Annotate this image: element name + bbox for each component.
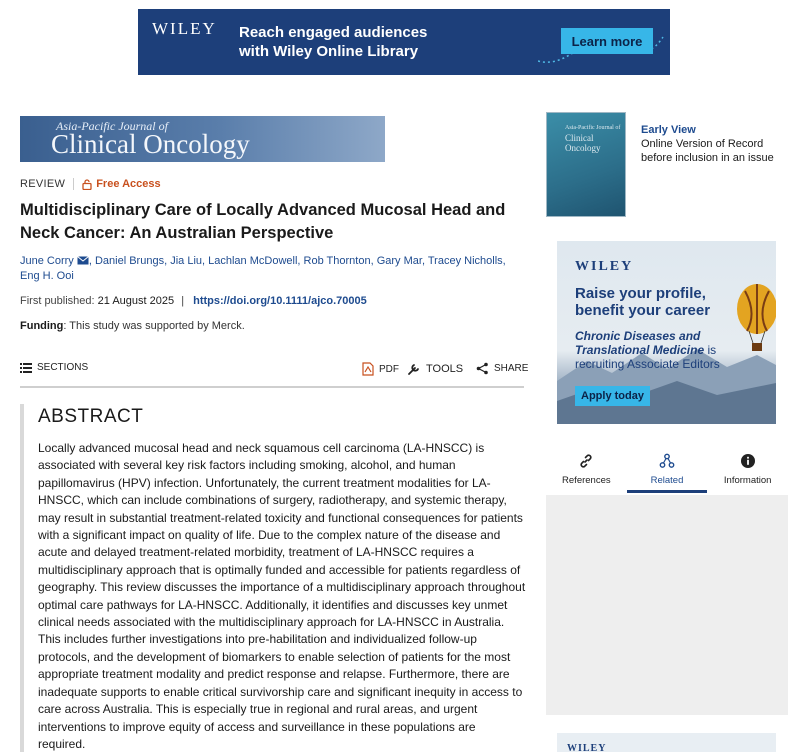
- author-link[interactable]: Eng H. Ooi: [20, 270, 74, 282]
- early-view-info: Early View Online Version of Record before inclusion in an issue: [641, 124, 774, 164]
- author-link[interactable]: Jia Liu: [170, 255, 202, 267]
- publication-info: [20, 295, 367, 307]
- sections-button[interactable]: SECTIONS: [20, 362, 88, 373]
- pdf-button[interactable]: PDF: [362, 362, 399, 376]
- bottom-ad-wiley-logo: WILEY: [567, 743, 607, 752]
- author-link[interactable]: Rob Thornton: [303, 255, 371, 267]
- sidebar-tabs: [546, 448, 788, 493]
- share-button[interactable]: SHARE: [476, 362, 528, 375]
- ad-wiley-logo: WILEY: [575, 259, 634, 274]
- bottom-sidebar-ad[interactable]: [557, 733, 776, 752]
- sidebar-ad[interactable]: [557, 241, 776, 424]
- wrench-icon: [407, 362, 421, 376]
- ad-journal-text: Chronic Diseases and Translational Medicine is recruiting Associate Editors: [575, 329, 720, 371]
- tab-information[interactable]: Information: [707, 448, 788, 493]
- funding-label: Funding: [20, 320, 64, 332]
- journal-name: Clinical Oncology: [51, 129, 250, 159]
- early-view-link[interactable]: Early View: [641, 124, 696, 136]
- journal-subtitle: Asia-Pacific Journal of: [56, 119, 168, 133]
- pub-separator: |: [181, 295, 185, 307]
- article-type-line: [20, 178, 161, 190]
- list-icon: [20, 363, 32, 373]
- first-published-date: 21 August 2025: [97, 295, 175, 307]
- author-link[interactable]: Daniel Brungs: [94, 255, 165, 267]
- first-published-label: First published:: [20, 295, 95, 307]
- tools-button[interactable]: TOOLS: [407, 362, 463, 376]
- apply-today-button[interactable]: Apply today: [575, 386, 650, 406]
- funding-statement: [20, 320, 245, 332]
- divider: [73, 178, 74, 190]
- related-panel: [546, 495, 788, 715]
- author-link[interactable]: Lachlan McDowell: [208, 255, 298, 267]
- funding-text: : This study was supported by Merck.: [63, 320, 245, 332]
- article-toolbar: [20, 358, 529, 388]
- tab-related[interactable]: Related: [627, 448, 708, 493]
- link-icon: [578, 453, 594, 469]
- share-icon: [476, 362, 489, 375]
- article-title: Multidisciplinary Care of Locally Advanced Mucosal Head and Neck Cancer: An Australian Perspective: [20, 201, 506, 242]
- pdf-icon: [362, 362, 374, 376]
- article-type: REVIEW: [20, 178, 66, 190]
- abstract-section: [20, 404, 524, 752]
- info-icon: [740, 453, 756, 469]
- journal-cover-thumbnail[interactable]: [546, 112, 626, 217]
- author-list: June Corry , Daniel Brungs, Jia Liu, Lachlan McDowell, Rob Thornton, Gary Mar, Tracey Nicholls, Eng H. Ooi: [20, 255, 506, 282]
- wiley-logo: WILEY: [152, 19, 217, 38]
- email-icon[interactable]: [77, 256, 89, 265]
- journal-header-banner[interactable]: [20, 116, 385, 162]
- ad-headline: Raise your profile, benefit your career: [575, 285, 711, 319]
- author-link[interactable]: June Corry: [20, 255, 74, 267]
- top-ad-banner[interactable]: [138, 9, 670, 75]
- banner-message: Reach engaged audiences with Wiley Online Library: [239, 24, 428, 60]
- learn-more-button[interactable]: Learn more: [561, 28, 653, 54]
- lock-open-icon: [82, 179, 92, 190]
- hot-air-balloon-icon: [735, 283, 776, 363]
- doi-link[interactable]: https://doi.org/10.1111/ajco.70005: [193, 295, 367, 307]
- abstract-heading: ABSTRACT: [38, 406, 144, 427]
- cover-title: Asia-Pacific Journal of Clinical Oncology: [565, 125, 621, 153]
- author-link[interactable]: Gary Mar: [376, 255, 422, 267]
- author-link[interactable]: Tracey Nicholls: [427, 255, 503, 267]
- abstract-text: Locally advanced mucosal head and neck squamous cell carcinoma (LA-HNSCC) is associated with several key risk factors including smoking, alcohol, and human papillomavirus (HPV) infection. Unfortunately, the current treatment modalities for LA-HNSCC, which can include combinations of surgery, radiotherapy, and systemic therapy, may result in substantial treatment-related toxicity and functional consequences for patients with a significant impact on quality of life. Due to the complex nature of the disease and acute and delayed treatment-related morbidity, treatment of LA-HNSCC requires a multidisciplinary approach that is optimally funded and accessible for patients regardless of geography. This review discusses the importance of a multidisciplinary approach throughout optimal care pathways for LA-HNSCC. Additionally, it identifies and discusses key unmet clinical needs associated with the multidisciplinary approach for LA-HNSCC in Australia. This includes further investigations into pre-habilitation and individualized follow-up protocols, and the development of biomarkers to enable selection of patients for the most appropriate treatment modality and predict response and relapse. Furthermore, there are inadequate supports to enable critical survivorship care and significant inequity in access to care across Australia. This is especially true in regional and rural areas, and urgent interventions to improve equity of access and surveillance in these populations are required.: [38, 441, 526, 751]
- free-access-badge: Free Access: [82, 178, 160, 190]
- related-nodes-icon: [659, 453, 675, 469]
- tab-references[interactable]: References: [546, 448, 627, 493]
